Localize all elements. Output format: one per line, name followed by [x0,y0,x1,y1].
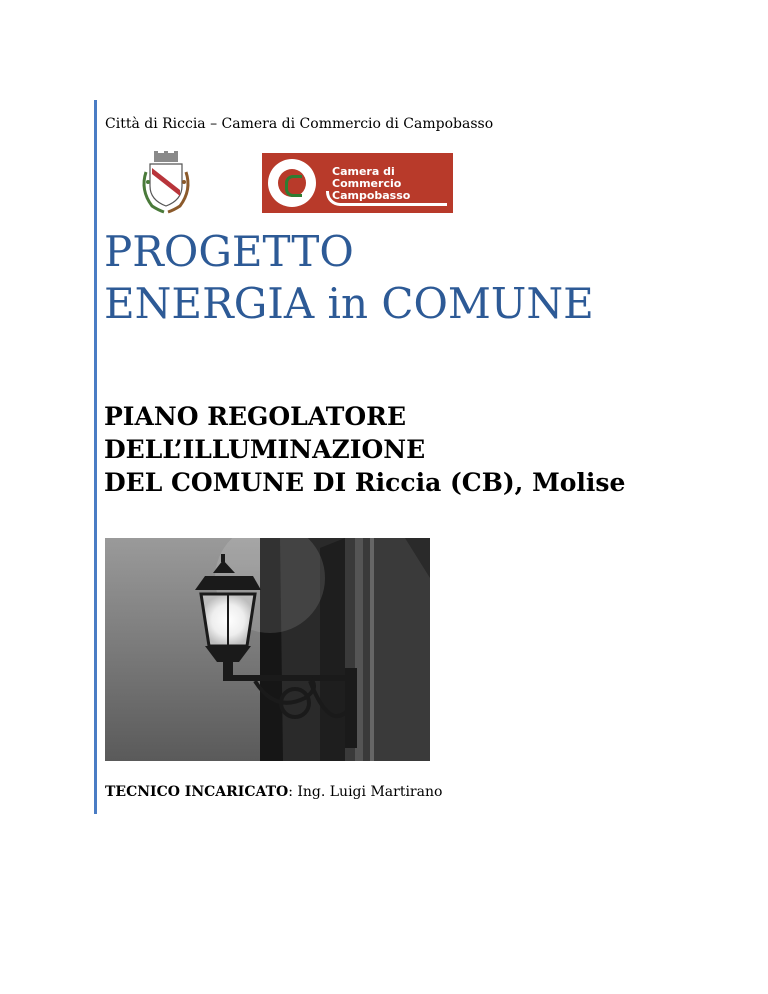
chamber-emblem-icon [268,159,316,207]
riccia-coat-of-arms-icon [138,150,194,216]
technician-label: TECNICO INCARICATO [105,784,289,800]
left-margin-rule [94,100,97,814]
technician-name: : Ing. Luigi Martirano [288,784,443,800]
plan-subtitle-line1: PIANO REGOLATORE [104,402,407,431]
plan-subtitle-line2: DELL’ILLUMINAZIONE [104,435,426,464]
project-title-line2: ENERGIA in COMUNE [104,279,594,328]
technician-line [105,784,442,800]
project-title [104,226,594,330]
document-header: Città di Riccia – Camera di Commercio di Campobasso [105,116,494,132]
chamber-swoosh-icon [326,191,447,206]
street-lamp-photo [105,538,430,761]
chamber-logo-line1: Camera di Commercio [332,165,402,190]
plan-subtitle-line3: DEL COMUNE DI Riccia (CB), Molise [104,468,626,497]
project-title-line1: PROGETTO [104,227,354,276]
plan-subtitle [104,400,625,499]
chamber-of-commerce-logo [262,153,453,213]
chamber-logo-line2: Campobasso [332,189,411,202]
